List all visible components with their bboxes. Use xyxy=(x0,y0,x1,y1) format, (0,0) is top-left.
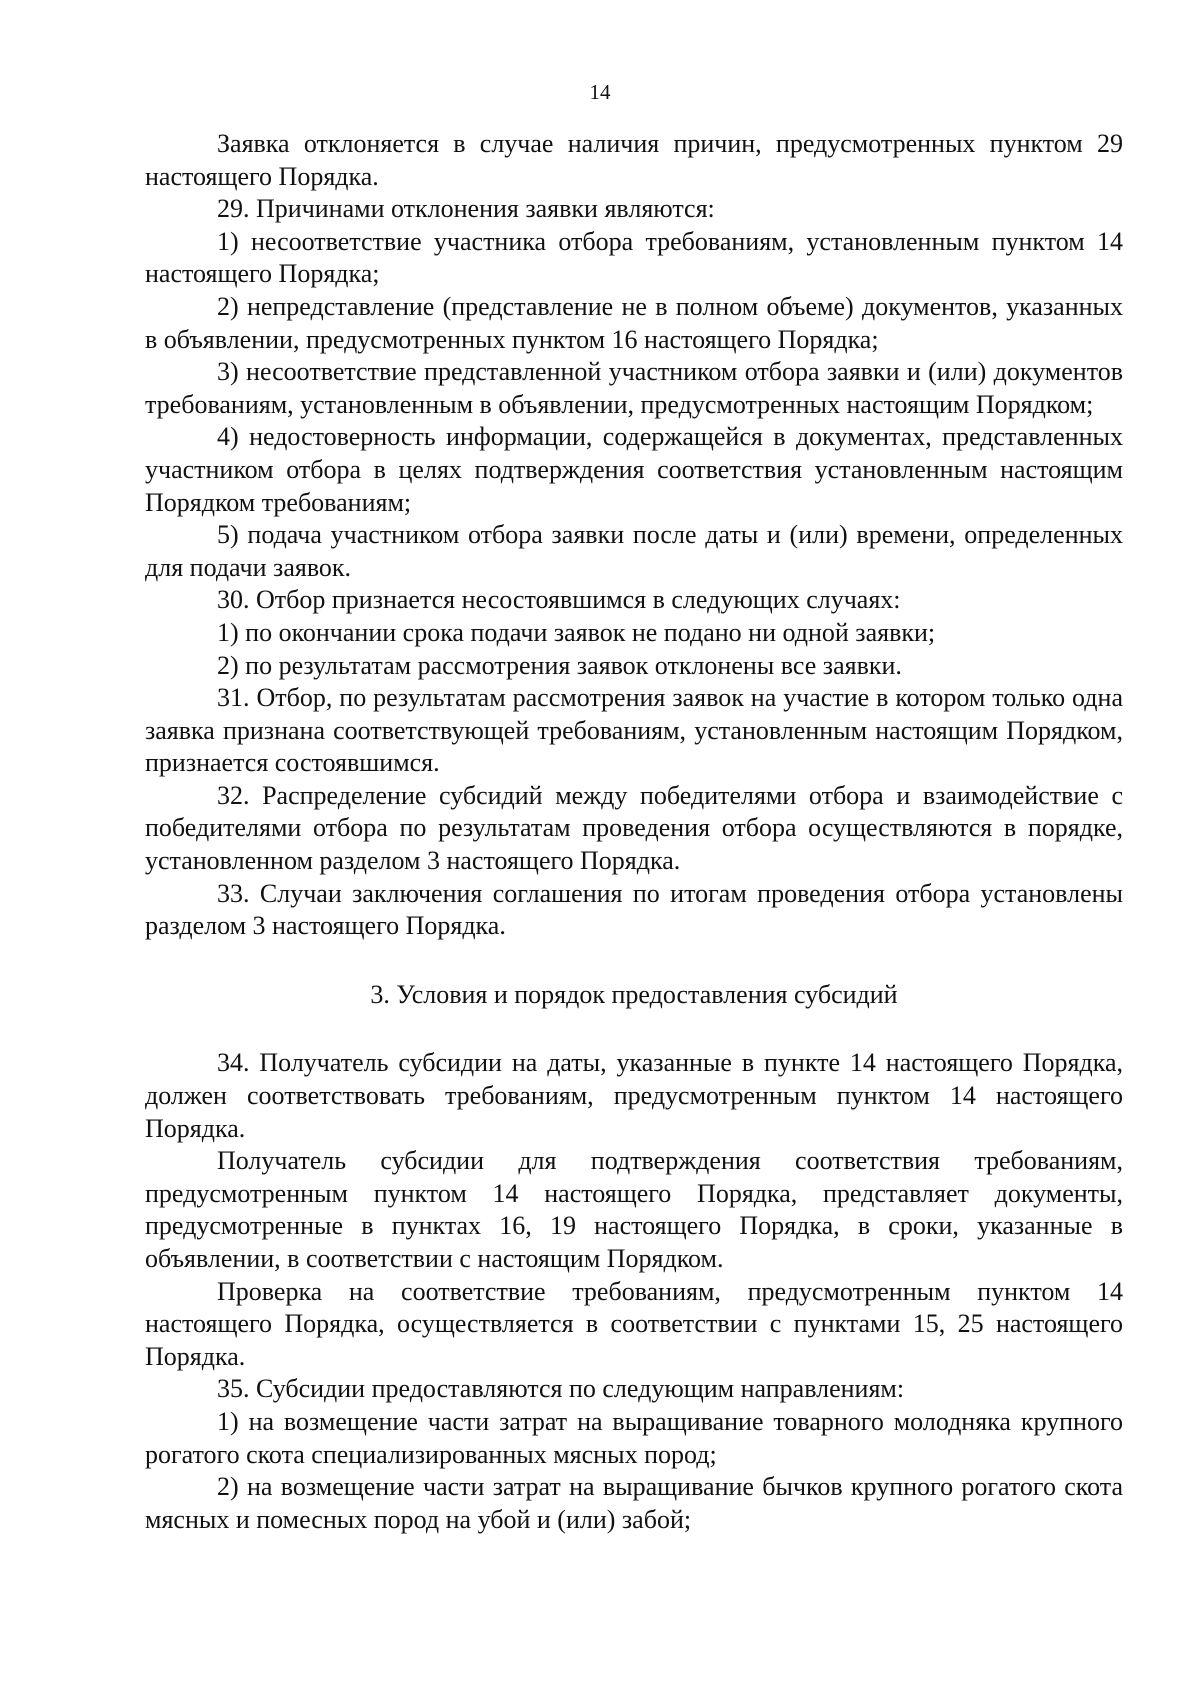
paragraph: 1) на возмещение части затрат на выращивание товарного молодняка крупного рогатого скота специализированных мясных пород; xyxy=(145,1406,1123,1469)
page-number: 14 xyxy=(589,80,611,104)
paragraph: Получатель субсидии для подтверждения соответствия требованиям, предусмотренным пунктом 14 настоящего Порядка, представляет документы, предусмотренные в пунктах 16, 19 настоящего Порядка, в сроки, указанные в объявлении, в соответствии с настоящим Порядком. xyxy=(145,1146,1123,1273)
paragraph: 35. Субсидии предоставляются по следующим направлениям: xyxy=(217,1374,905,1404)
paragraph: 1) несоответствие участника отбора требованиям, установленным пунктом 14 настоящего Порядка; xyxy=(145,226,1123,289)
paragraph: 31. Отбор, по результатам рассмотрения заявок на участие в котором только одна заявка признана соответствующей требованиям, установленным настоящим Порядком, признается состоявшимся. xyxy=(145,683,1123,778)
paragraph: 2) на возмещение части затрат на выращивание бычков крупного рогатого скота мясных и помесных пород на убой и (или) забой; xyxy=(145,1472,1123,1534)
paragraph: 29. Причинами отклонения заявки являются: xyxy=(217,194,715,224)
paragraph: 1) по окончании срока подачи заявок не подано ни одной заявки; xyxy=(217,617,936,647)
document-body xyxy=(145,128,1123,1536)
paragraph: 34. Получатель субсидии на даты, указанные в пункте 14 настоящего Порядка, должен соответствовать требованиям, предусмотренным пунктом 14 настоящего Порядка. xyxy=(145,1048,1123,1143)
section-heading: 3. Условия и порядок предоставления субсидий xyxy=(370,979,898,1009)
paragraph: 2) непредставление (представление не в полном объеме) документов, указанных в объявлении, предусмотренных пунктом 16 настоящего Порядка; xyxy=(145,291,1123,354)
paragraph: 5) подача участником отбора заявки после даты и (или) времени, определенных для подачи заявок. xyxy=(145,520,1123,582)
paragraph: Заявка отклоняется в случае наличия причин, предусмотренных пунктом 29 настоящего Порядка. xyxy=(145,129,1123,191)
paragraph: 4) недостоверность информации, содержащейся в документах, представленных участником отбора в целях подтверждения соответствия установленным настоящим Порядком требованиям; xyxy=(145,422,1123,517)
paragraph: Проверка на соответствие требованиям, предусмотренным пунктом 14 настоящего Порядка, осуществляется в соответствии с пунктами 15, 25 настоящего Порядка. xyxy=(145,1276,1123,1371)
paragraph: 30. Отбор признается несостоявшимся в следующих случаях: xyxy=(217,585,901,615)
paragraph: 3) несоответствие представленной участником отбора заявки и (или) документов требованиям, установленным в объявлении, предусмотренных настоящим Порядком; xyxy=(145,357,1123,419)
paragraph: 32. Распределение субсидий между победителями отбора и взаимодействие с победителями отбора по результатам проведения отбора осуществляются в порядке, установленном разделом 3 настоящего Порядка. xyxy=(145,780,1123,876)
paragraph: 2) по результатам рассмотрения заявок отклонены все заявки. xyxy=(217,650,902,680)
paragraph: 33. Случаи заключения соглашения по итогам проведения отбора установлены разделом 3 настоящего Порядка. xyxy=(145,878,1123,941)
